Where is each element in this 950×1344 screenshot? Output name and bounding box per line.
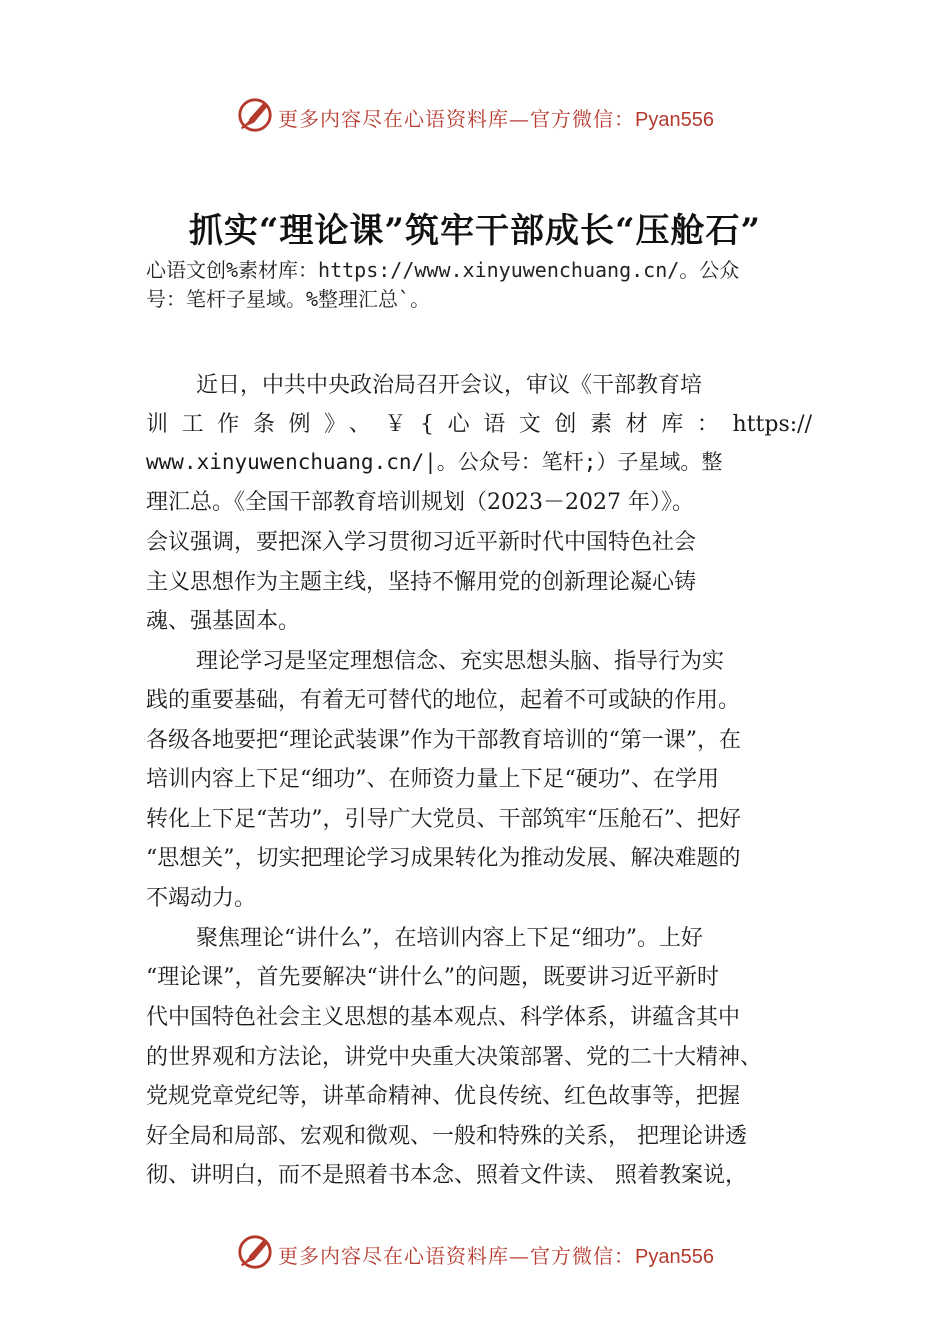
watermark-wechat-id: Pyan556 (635, 109, 714, 131)
source-note-line-1: 心语文创%素材库：https://www.xinyuwenchuang.cn/。公众 (146, 258, 740, 282)
paragraph-3-line: “理论课”，首先要解决“讲什么”的问题，既要讲习近平新时 (146, 965, 719, 990)
paragraph-3-line: 彻、讲明白，而不是照着书本念、照着文件读、 照着教案说， (146, 1163, 747, 1188)
watermark-text: 更多内容尽在心语资料库—官方微信：Pyan556 (278, 1244, 714, 1268)
watermark-banner-bottom (0, 1231, 950, 1275)
paragraph-2-line: 转化上下足“苦功”，引导广大党员、干部筑牢“压舱石”、把好 (146, 807, 741, 832)
document-title: 抓实“理论课”筑牢干部成长“压舱石” (188, 211, 762, 251)
paragraph-1-line: 魂、强基固本。 (146, 609, 301, 634)
paragraph-2-line: 理论学习是坚定理想信念、充实思想头脑、指导行为实 (196, 649, 725, 674)
paragraph-1-line: 主义思想作为主题主线，坚持不懈用党的创新理论凝心铸 (146, 570, 697, 595)
paragraph-2-line: 践的重要基础，有着无可替代的地位，起着不可或缺的作用。 (146, 688, 741, 713)
watermark-wechat-id: Pyan556 (635, 1246, 714, 1268)
paragraph-1-line: www.xinyuwenchuang.cn/|。公众号：笔杆;）子星域。整 (146, 450, 723, 474)
paragraph-3-line: 聚焦理论“讲什么”，在培训内容上下足“细功”。上好 (196, 926, 703, 951)
paragraph-3-line: 党规党章党纪等，讲革命精神、优良传统、红色故事等，把握 (146, 1084, 741, 1109)
paragraph-3-line: 代中国特色社会主义思想的基本观点、科学体系，讲蕴含其中 (146, 1005, 741, 1030)
quill-pen-circle-icon (236, 96, 274, 134)
source-note-line-2: 号：笔杆子星域。%整理汇总`。 (146, 287, 431, 311)
paragraph-3-line: 好全局和局部、宏观和微观、一般和特殊的关系， 把理论讲透 (146, 1124, 747, 1149)
paragraph-1-line: 近日，中共中央政治局召开会议，审议《干部教育培 (196, 373, 703, 398)
paragraph-2-line: 培训内容上下足“细功”、在师资力量上下足“硬功”、在学用 (146, 767, 719, 792)
quill-pen-circle-icon (236, 1233, 274, 1271)
paragraph-1-line: 会议强调，要把深入学习贯彻习近平新时代中国特色社会 (146, 530, 697, 555)
paragraph-2-line: 各级各地要把“理论武装课”作为干部教育培训的“第一课”，在 (146, 728, 741, 753)
watermark-banner-top (0, 94, 950, 138)
paragraph-2-line: “思想关”，切实把理论学习成果转化为推动发展、解决难题的 (146, 846, 741, 871)
paragraph-1-line: 理汇总。《全国干部教育培训规划（2023－2027 年）》。 (146, 490, 694, 515)
watermark-text: 更多内容尽在心语资料库—官方微信：Pyan556 (278, 107, 714, 131)
paragraph-3-line: 的世界观和方法论，讲党中央重大决策部署、党的二十大精神、 (146, 1045, 763, 1070)
paragraph-2-line: 不竭动力。 (146, 886, 257, 911)
paragraph-1-line: 训工作条例》、￥{心语文创素材库：https:// (146, 412, 812, 437)
